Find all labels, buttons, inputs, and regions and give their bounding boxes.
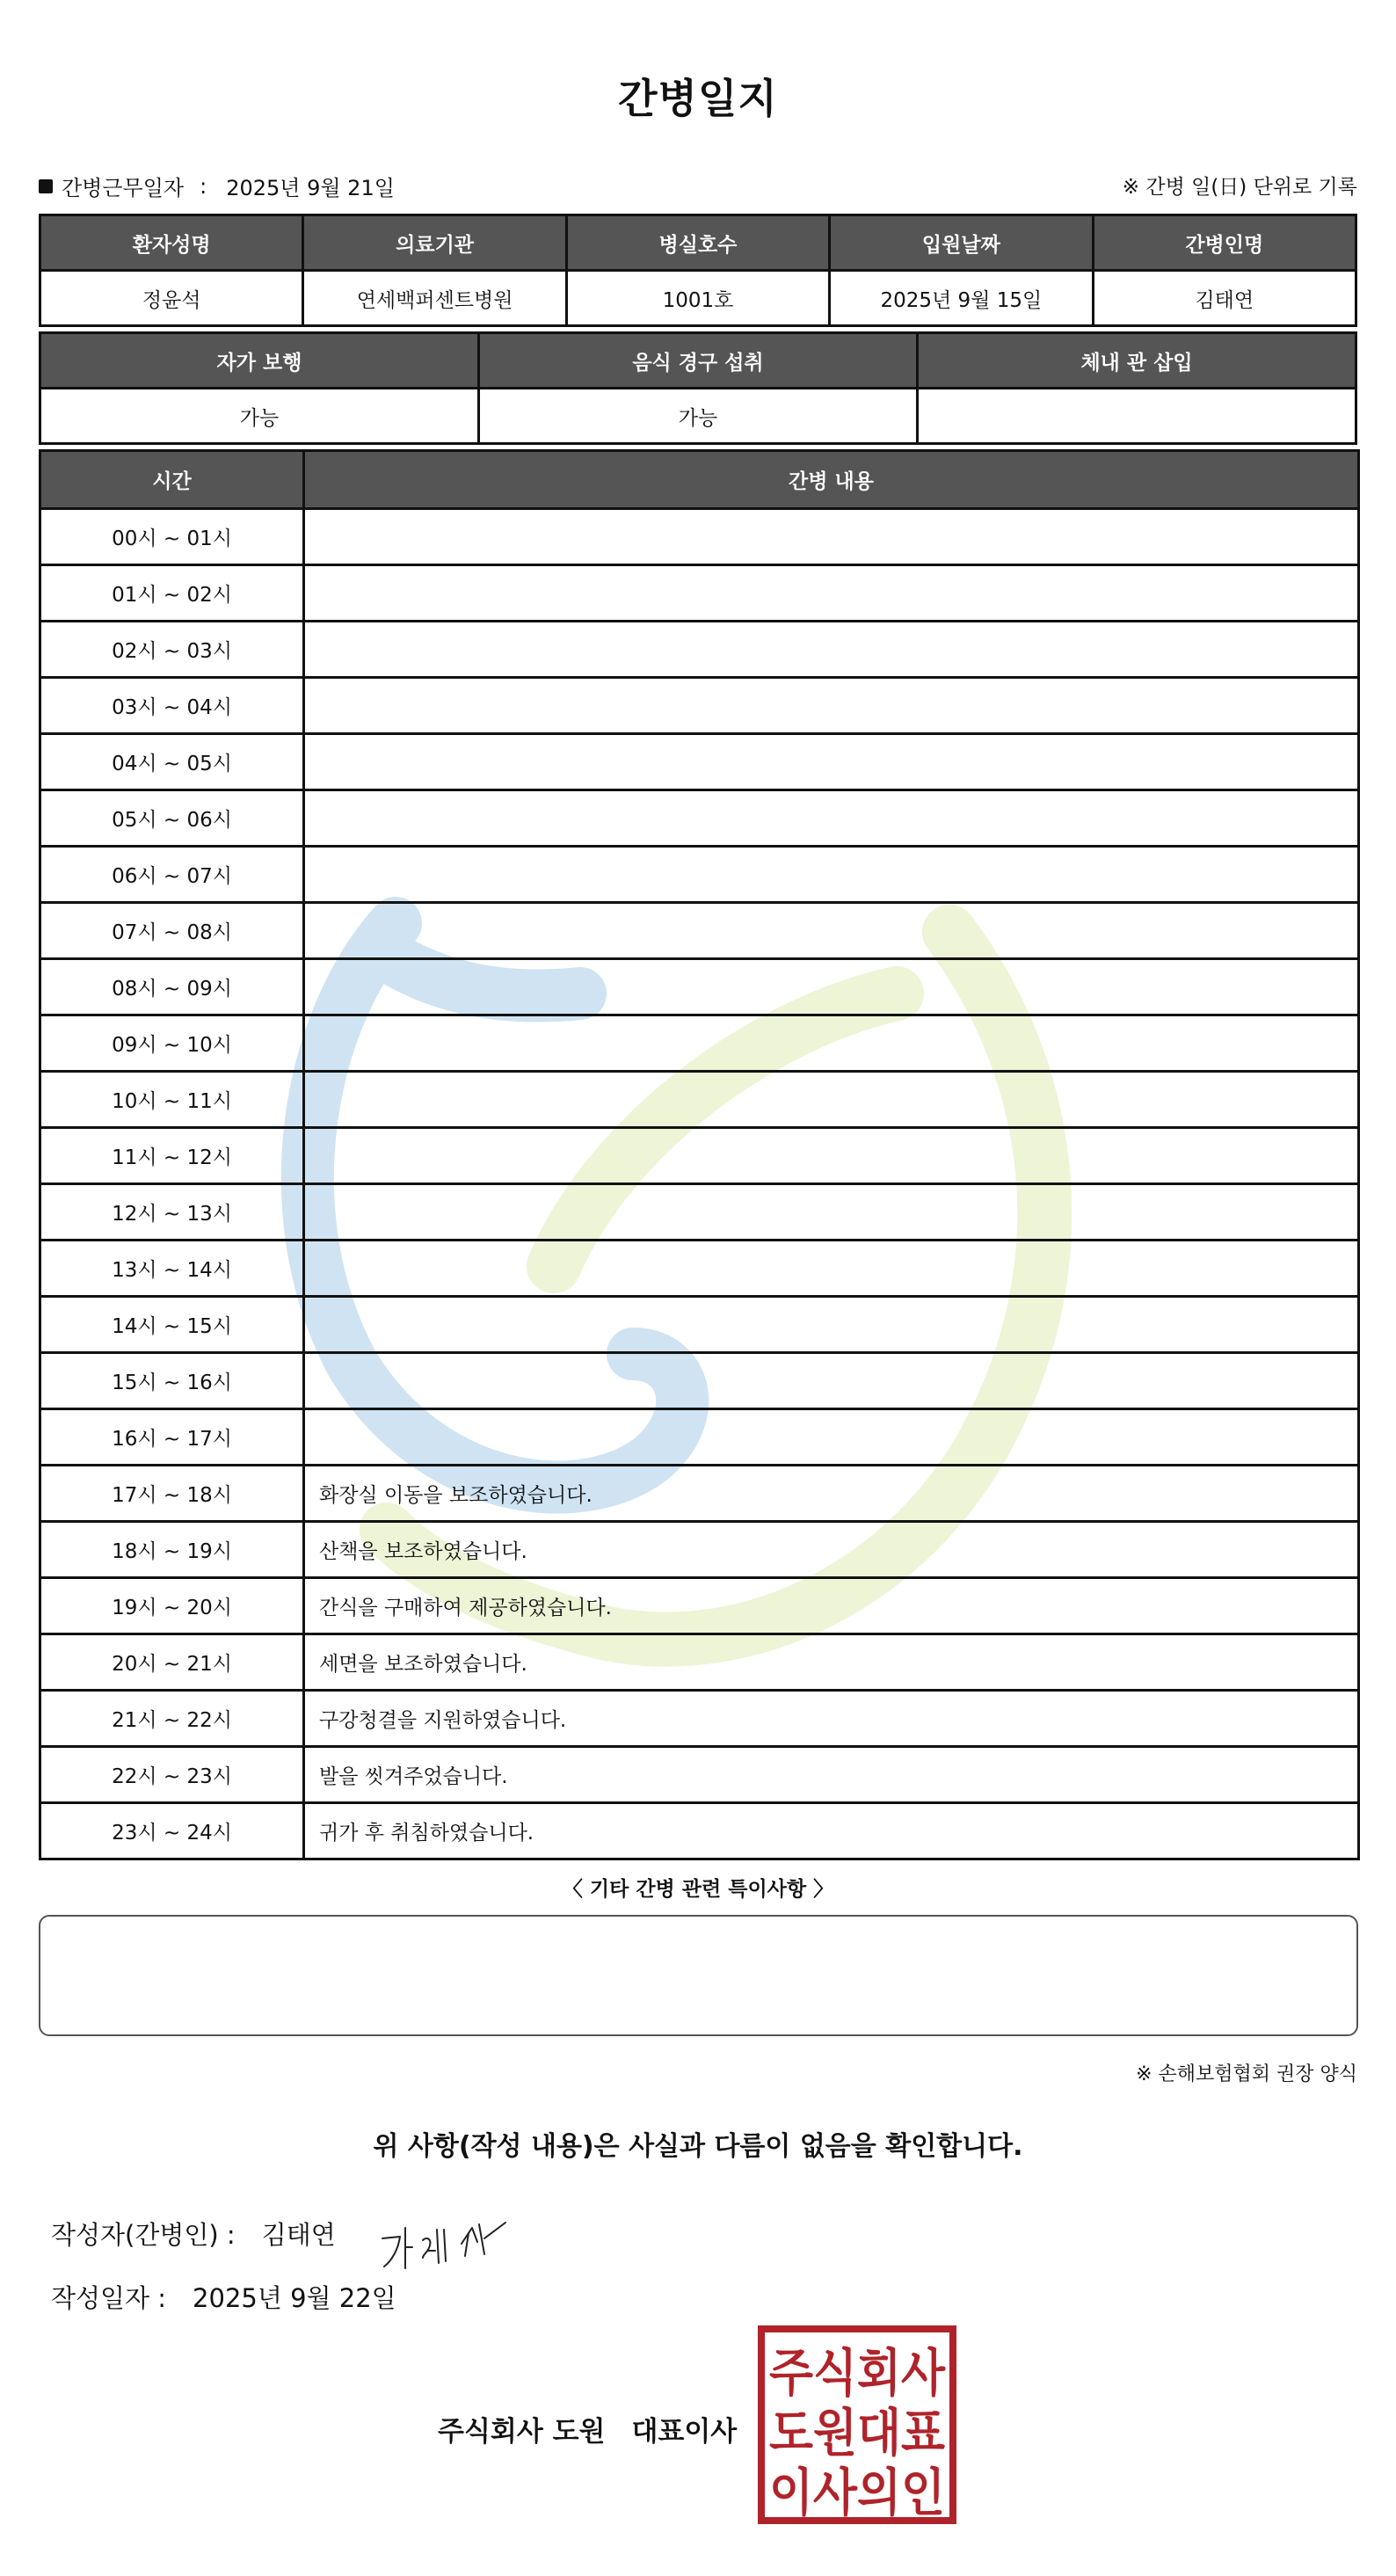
- unit-note: ※ 간병 일(日) 단위로 기록: [1122, 176, 1357, 199]
- log-content: [304, 1409, 1359, 1466]
- form-note: ※ 손해보험협회 권장 양식: [1136, 2063, 1357, 2085]
- log-body: [40, 509, 1359, 1859]
- hourly-care-log-table: [39, 449, 1360, 1860]
- log-time: 14시 ~ 15시: [40, 1297, 304, 1353]
- confirmation-statement: 위 사항(작성 내용)은 사실과 다름이 없음을 확인합니다.: [373, 2131, 1023, 2162]
- log-content: 구강청결을 지원하였습니다.: [304, 1691, 1359, 1747]
- svg-text:주식회사: 주식회사: [769, 2343, 946, 2403]
- log-content: [304, 1128, 1359, 1184]
- writer-name: 김태연: [261, 2220, 336, 2250]
- handwritten-signature: [374, 2201, 541, 2272]
- log-content: [304, 509, 1359, 565]
- log-row: [40, 565, 1359, 622]
- log-content: 간식을 구매하여 제공하였습니다.: [304, 1578, 1359, 1634]
- log-time: 03시 ~ 04시: [40, 678, 304, 734]
- work-date-line: [39, 171, 395, 201]
- log-row: [40, 847, 1359, 903]
- work-date-colon: :: [200, 173, 207, 199]
- log-content: 귀가 후 취침하였습니다.: [304, 1803, 1359, 1859]
- log-time: 07시 ~ 08시: [40, 903, 304, 959]
- log-time: 19시 ~ 20시: [40, 1578, 304, 1634]
- log-content: [304, 678, 1359, 734]
- log-time: 13시 ~ 14시: [40, 1241, 304, 1297]
- log-time: 21시 ~ 22시: [40, 1691, 304, 1747]
- self-walking-value: 가능: [40, 389, 479, 444]
- header-time: 시간: [40, 451, 304, 509]
- header-room-number: 병실호수: [566, 215, 829, 271]
- log-header-row: [40, 451, 1359, 509]
- company-seal-stamp: [758, 2325, 956, 2524]
- company-name: 주식회사 도원: [438, 2416, 606, 2448]
- log-time: 10시 ~ 11시: [40, 1072, 304, 1128]
- svg-text:도원대표: 도원대표: [769, 2403, 945, 2463]
- log-row: [40, 1578, 1359, 1634]
- log-time: 20시 ~ 21시: [40, 1634, 304, 1691]
- log-row: [40, 790, 1359, 847]
- log-content: [304, 1184, 1359, 1241]
- write-date-label: 작성일자 :: [51, 2283, 167, 2313]
- tube-insertion-value: [918, 389, 1356, 444]
- header-care-content: 간병 내용: [304, 451, 1359, 509]
- header-oral-intake: 음식 경구 섭취: [479, 333, 918, 389]
- log-time: 12시 ~ 13시: [40, 1184, 304, 1241]
- header-tube-insertion: 체내 관 삽입: [918, 333, 1356, 389]
- log-time: 18시 ~ 19시: [40, 1522, 304, 1578]
- info-header-row: [40, 215, 1356, 271]
- log-content: [304, 790, 1359, 847]
- remarks-title: 〈 기타 간병 관련 특이사항 〉: [562, 1878, 834, 1901]
- patient-name: 정윤석: [40, 271, 303, 326]
- admission-date: 2025년 9월 15일: [830, 271, 1093, 326]
- log-content: [304, 959, 1359, 1015]
- log-row: [40, 959, 1359, 1015]
- log-content: [304, 1353, 1359, 1409]
- log-content: [304, 622, 1359, 678]
- log-content: [304, 734, 1359, 790]
- log-row: [40, 1522, 1359, 1578]
- patient-info-table: [39, 214, 1357, 327]
- caregiver-name: 김태연: [1093, 271, 1356, 326]
- log-time: 11시 ~ 12시: [40, 1128, 304, 1184]
- log-content: 화장실 이동을 보조하였습니다.: [304, 1466, 1359, 1522]
- log-content: [304, 565, 1359, 622]
- info-value-row: [40, 271, 1356, 326]
- work-date-label: 간병근무일자: [62, 176, 185, 200]
- log-row: [40, 1184, 1359, 1241]
- log-content: [304, 1072, 1359, 1128]
- log-row: [40, 1128, 1359, 1184]
- status-value-row: [40, 389, 1356, 444]
- header-hospital: 의료기관: [303, 215, 566, 271]
- company-title: 대표이사: [631, 2416, 738, 2448]
- log-time: 09시 ~ 10시: [40, 1015, 304, 1072]
- log-time: 01시 ~ 02시: [40, 565, 304, 622]
- patient-status-table: [39, 331, 1357, 445]
- writer-label: 작성자(간병인) :: [51, 2220, 236, 2250]
- log-row: [40, 678, 1359, 734]
- log-row: [40, 509, 1359, 565]
- log-time: 15시 ~ 16시: [40, 1353, 304, 1409]
- square-bullet-icon: [39, 179, 53, 193]
- room-number: 1001호: [566, 271, 829, 326]
- log-row: [40, 1015, 1359, 1072]
- log-content: [304, 1015, 1359, 1072]
- write-date-line: [51, 2279, 396, 2315]
- write-date-value: 2025년 9월 22일: [193, 2283, 396, 2313]
- log-content: 세면을 보조하였습니다.: [304, 1634, 1359, 1691]
- work-date-value: 2025년 9월 21일: [226, 176, 395, 200]
- log-row: [40, 1241, 1359, 1297]
- log-content: 발을 씻겨주었습니다.: [304, 1747, 1359, 1803]
- log-row: [40, 1747, 1359, 1803]
- header-self-walking: 자가 보행: [40, 333, 479, 389]
- log-time: 00시 ~ 01시: [40, 509, 304, 565]
- log-row: [40, 1297, 1359, 1353]
- writer-line: [51, 2216, 336, 2252]
- log-row: [40, 1409, 1359, 1466]
- log-row: [40, 1691, 1359, 1747]
- log-time: 04시 ~ 05시: [40, 734, 304, 790]
- log-content: [304, 1297, 1359, 1353]
- document-title: 간병일지: [618, 75, 778, 122]
- log-row: [40, 734, 1359, 790]
- header-caregiver-name: 간병인명: [1093, 215, 1356, 271]
- log-time: 06시 ~ 07시: [40, 847, 304, 903]
- log-row: [40, 1803, 1359, 1859]
- header-patient-name: 환자성명: [40, 215, 303, 271]
- log-row: [40, 903, 1359, 959]
- log-content: [304, 903, 1359, 959]
- log-time: 02시 ~ 03시: [40, 622, 304, 678]
- log-content: [304, 847, 1359, 903]
- log-row: [40, 1072, 1359, 1128]
- company-signoff: [438, 2409, 737, 2449]
- log-time: 22시 ~ 23시: [40, 1747, 304, 1803]
- status-header-row: [40, 333, 1356, 389]
- log-time: 08시 ~ 09시: [40, 959, 304, 1015]
- oral-intake-value: 가능: [479, 389, 918, 444]
- log-time: 17시 ~ 18시: [40, 1466, 304, 1522]
- log-row: [40, 622, 1359, 678]
- log-time: 16시 ~ 17시: [40, 1409, 304, 1466]
- log-time: 05시 ~ 06시: [40, 790, 304, 847]
- log-row: [40, 1466, 1359, 1522]
- log-row: [40, 1353, 1359, 1409]
- hospital-name: 연세백퍼센트병원: [303, 271, 566, 326]
- remarks-box: [39, 1915, 1358, 2036]
- log-time: 23시 ~ 24시: [40, 1803, 304, 1859]
- log-row: [40, 1634, 1359, 1691]
- header-admission-date: 입원날짜: [830, 215, 1093, 271]
- svg-text:이사의인: 이사의인: [769, 2463, 945, 2522]
- log-content: 산책을 보조하였습니다.: [304, 1522, 1359, 1578]
- log-content: [304, 1241, 1359, 1297]
